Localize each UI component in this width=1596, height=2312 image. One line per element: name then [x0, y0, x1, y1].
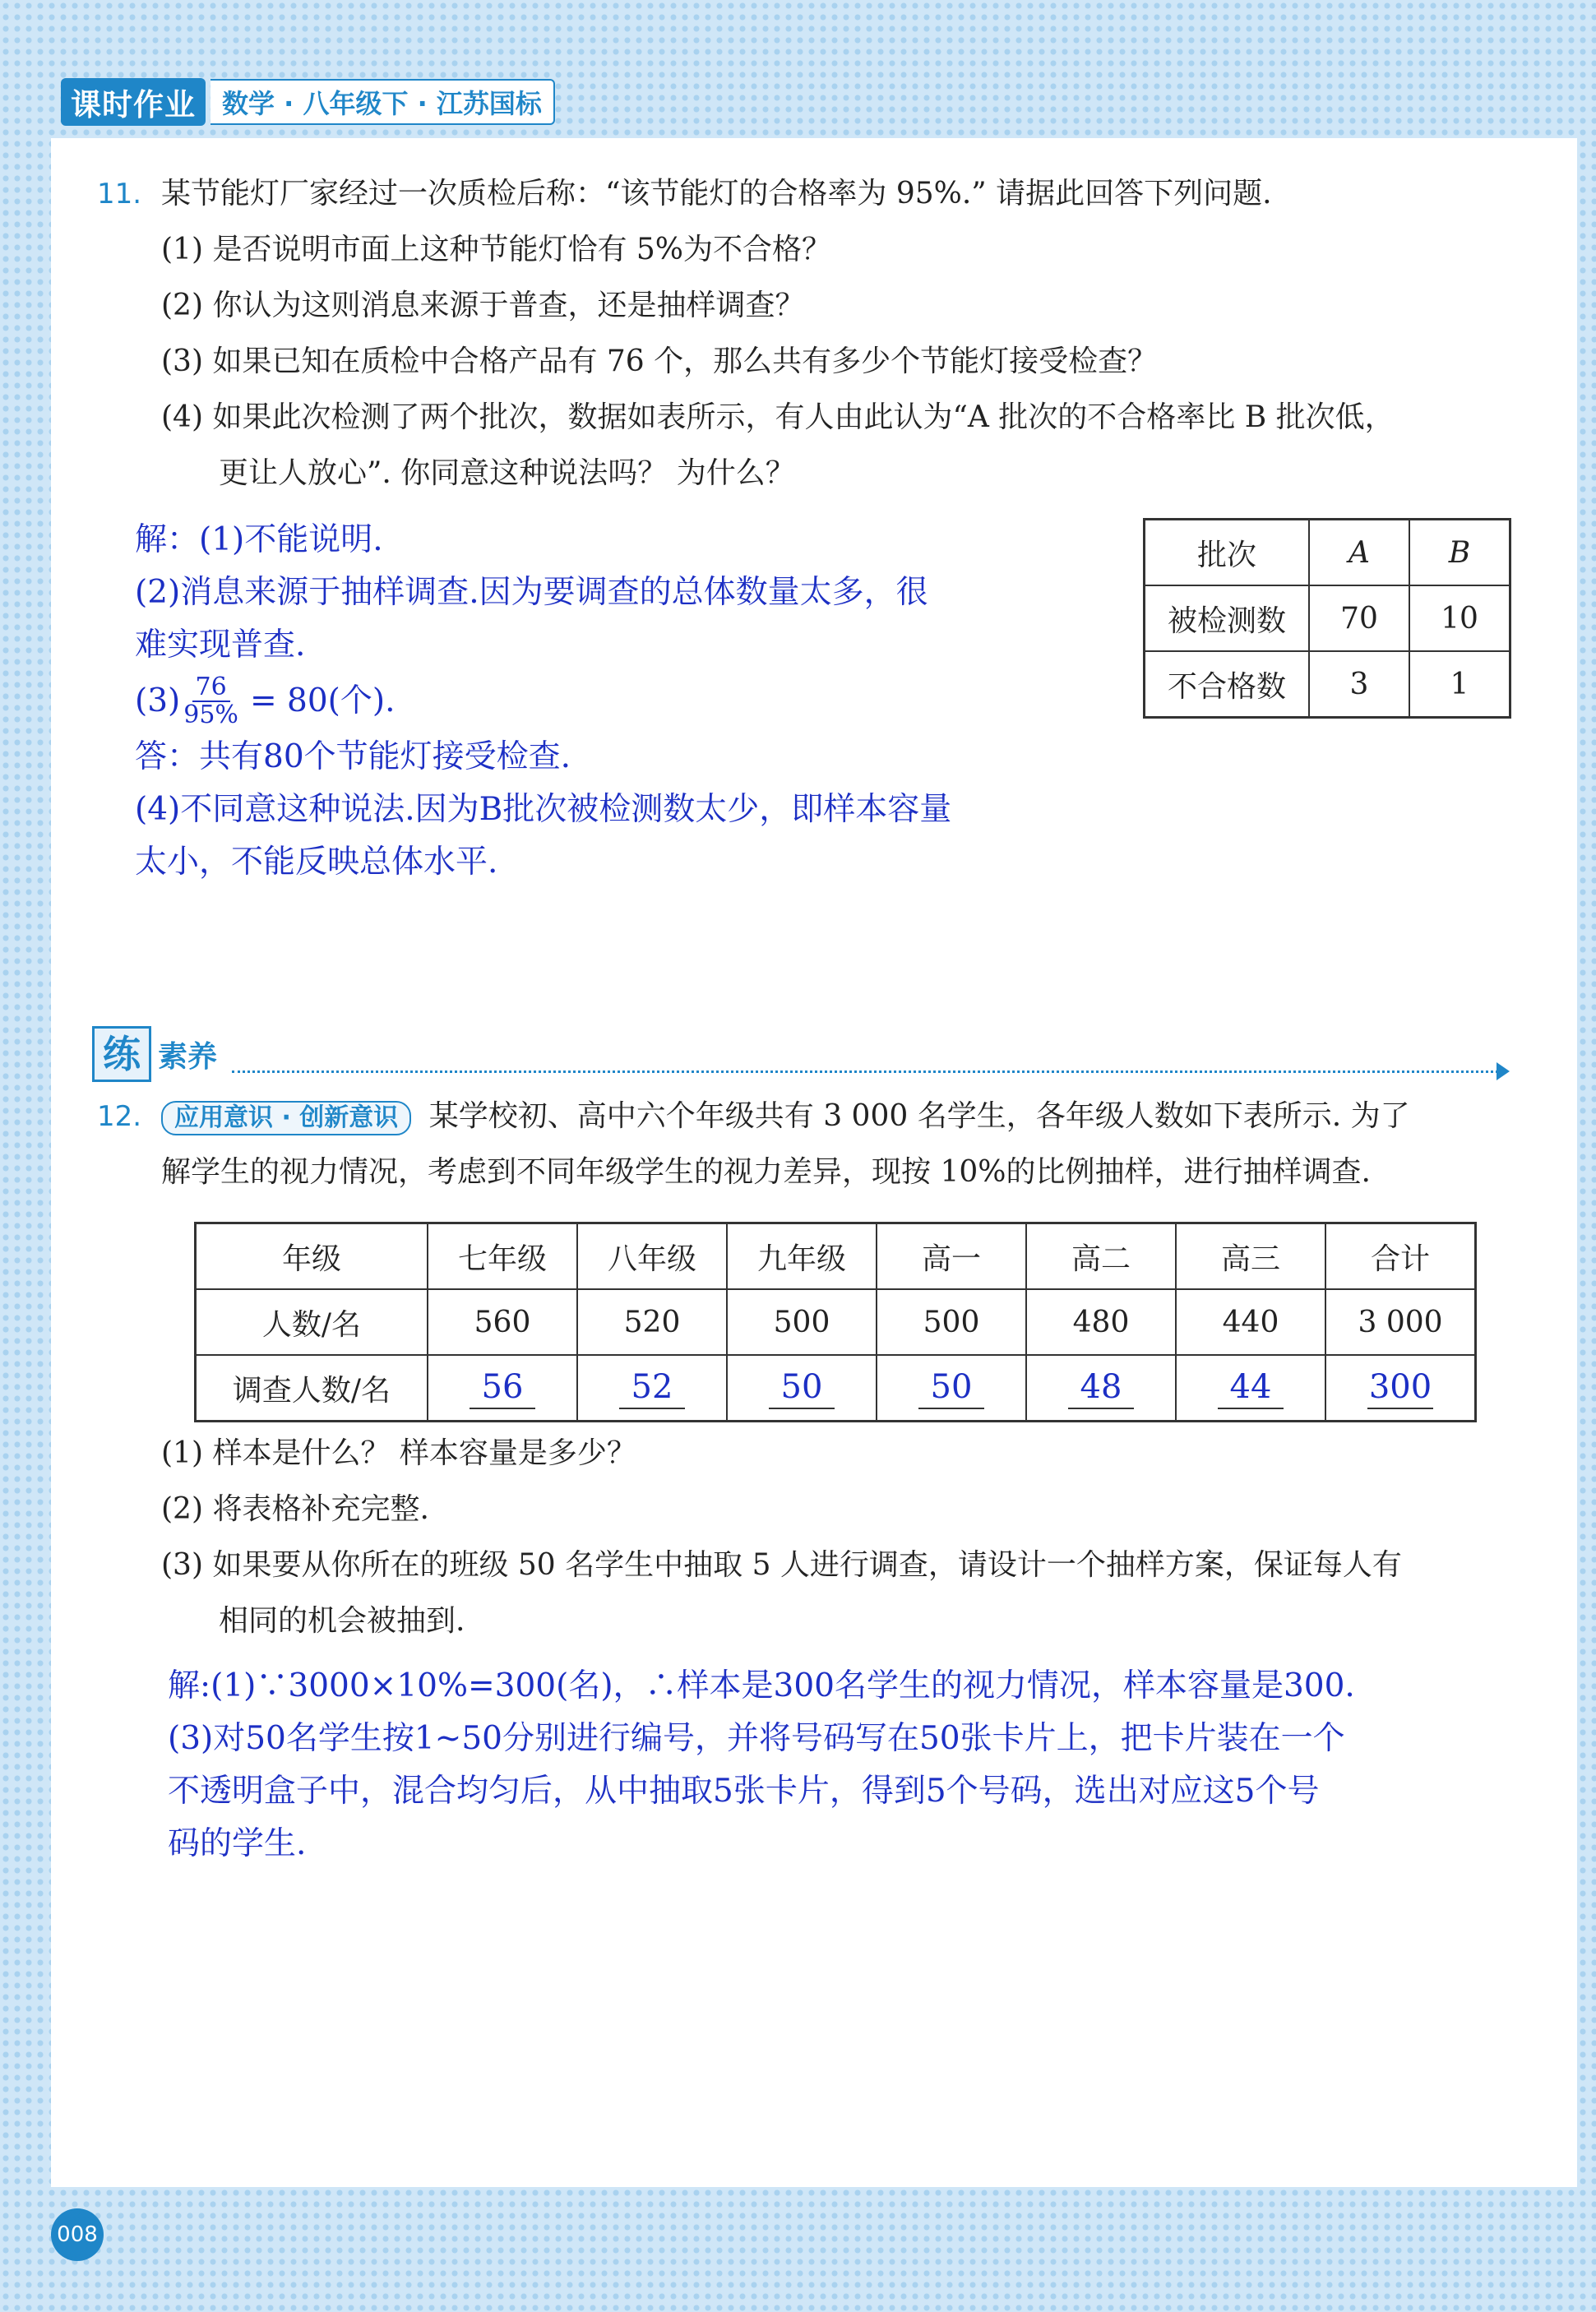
table-cell: 480	[1026, 1289, 1176, 1355]
question-12-part-2: (2) 将表格补充完整.	[161, 1492, 429, 1526]
answer-11-part-4: (4)不同意这种说法.因为B批次被检测数太少，即样本容量	[135, 791, 952, 828]
question-11-number: 11.	[97, 178, 142, 210]
grade-table	[194, 1222, 1477, 1422]
filled-blank: 44	[1218, 1366, 1284, 1409]
answer-11-part-2-cont: 难实现普查.	[135, 627, 306, 664]
filled-blank: 50	[918, 1366, 984, 1409]
question-12-part-3: (3) 如果要从你所在的班级 50 名学生中抽取 5 人进行调查，请设计一个抽样方案，保证每人有	[161, 1548, 1402, 1582]
table-cell: 3	[1309, 651, 1409, 718]
table-row	[196, 1289, 1476, 1355]
filled-blank: 48	[1068, 1366, 1134, 1409]
answer-11-part-3-result: = 80(个).	[249, 682, 396, 719]
dotted-frame-left	[0, 0, 51, 2312]
section-divider	[232, 1070, 1498, 1073]
table-cell: 九年级	[727, 1223, 877, 1290]
question-11-part-4: (4) 如果此次检测了两个批次，数据如表所示，有人由此认为“A 批次的不合格率比 B 批次低，	[161, 400, 1395, 434]
section-title: 素养	[158, 1039, 218, 1074]
table-cell: 440	[1176, 1289, 1325, 1355]
question-12-part-3-cont: 相同的机会被抽到.	[219, 1604, 465, 1638]
dotted-frame-bottom	[0, 2187, 1596, 2312]
table-header-row	[1145, 520, 1510, 586]
table-cell: A	[1309, 520, 1409, 586]
question-12-part-1: (1) 样本是什么？ 样本容量是多少？	[161, 1436, 636, 1470]
arrow-right-icon	[1497, 1062, 1510, 1080]
question-12-stem	[161, 1098, 1410, 1135]
table-cell: 高二	[1026, 1223, 1176, 1290]
table-cell	[1026, 1355, 1176, 1422]
filled-blank: 56	[470, 1366, 535, 1409]
table-cell	[577, 1355, 727, 1422]
fraction	[183, 674, 238, 728]
answer-12-part-3-end: 码的学生.	[168, 1825, 307, 1862]
section-header	[92, 1026, 217, 1082]
table-cell: 调查人数/名	[196, 1355, 428, 1422]
table-cell: 不合格数	[1145, 651, 1310, 718]
table-cell	[428, 1355, 577, 1422]
question-12-stem-text: 某学校初、高中六个年级共有 3 000 名学生，各年级人数如下表所示. 为了	[428, 1099, 1410, 1133]
table-cell: 年级	[196, 1223, 428, 1290]
question-12-number: 12.	[97, 1100, 142, 1133]
answer-12-part-3: (3)对50名学生按1~50分别进行编号，并将号码写在50张卡片上，把卡片装在一个	[168, 1720, 1345, 1757]
table-cell: 500	[877, 1289, 1026, 1355]
table-cell: 人数/名	[196, 1289, 428, 1355]
table-cell: 560	[428, 1289, 577, 1355]
answer-12-part-1: 解:(1)∵3000×10%=300(名)，∴样本是300名学生的视力情况，样本容量是300.	[168, 1667, 1355, 1704]
table-cell: 批次	[1145, 520, 1310, 586]
competency-badge: 应用意识 · 创新意识	[161, 1101, 411, 1135]
answer-11-part-2: (2)消息来源于抽样调查.因为要调查的总体数量太多，很	[135, 574, 928, 611]
page-number: 008	[51, 2208, 104, 2261]
book-subtitle: 数学 · 八年级下 · 江苏国标	[210, 79, 555, 125]
answer-11-part-1: 解：(1)不能说明.	[135, 521, 383, 558]
batch-table	[1143, 518, 1511, 719]
table-row	[196, 1355, 1476, 1422]
table-cell: 1	[1409, 651, 1510, 718]
table-cell	[877, 1355, 1026, 1422]
table-cell: 高三	[1176, 1223, 1325, 1290]
table-cell: 10	[1409, 585, 1510, 651]
table-row	[1145, 585, 1510, 651]
table-header-row	[196, 1223, 1476, 1290]
question-12-stem-cont: 解学生的视力情况，考虑到不同年级学生的视力差异，现按 10%的比例抽样，进行抽样调查.	[161, 1155, 1371, 1189]
filled-blank: 52	[619, 1366, 685, 1409]
filled-blank: 50	[769, 1366, 835, 1409]
table-cell: 520	[577, 1289, 727, 1355]
book-logo: 课时作业	[61, 78, 206, 126]
practice-icon: 练	[92, 1026, 151, 1082]
table-cell	[727, 1355, 877, 1422]
table-cell	[1176, 1355, 1325, 1422]
filled-blank: 300	[1367, 1366, 1433, 1409]
table-cell: 合计	[1325, 1223, 1476, 1290]
question-11-stem: 某节能灯厂家经过一次质检后称：“该节能灯的合格率为 95%.” 请据此回答下列问题.	[161, 177, 1272, 210]
book-header	[61, 79, 555, 125]
table-cell: 高一	[877, 1223, 1026, 1290]
fraction-numerator: 76	[192, 674, 230, 702]
question-11-part-2: (2) 你认为这则消息来源于普查，还是抽样调查？	[161, 289, 805, 322]
answer-11-part-3	[135, 674, 395, 728]
table-cell: 七年级	[428, 1223, 577, 1290]
table-cell: 3 000	[1325, 1289, 1476, 1355]
table-cell: 八年级	[577, 1223, 727, 1290]
table-cell: 被检测数	[1145, 585, 1310, 651]
table-cell: 500	[727, 1289, 877, 1355]
answer-11-part-3-prefix: (3)	[135, 682, 181, 719]
question-11-part-1: (1) 是否说明市面上这种节能灯恰有 5%为不合格？	[161, 233, 831, 266]
answer-12-part-3-cont: 不透明盒子中，混合均匀后，从中抽取5张卡片，得到5个号码，选出对应这5个号	[168, 1773, 1320, 1810]
question-11-part-4-cont: 更让人放心”. 你同意这种说法吗？ 为什么？	[219, 456, 795, 490]
answer-11-part-4-cont: 太小，不能反映总体水平.	[135, 844, 498, 881]
fraction-denominator: 95%	[183, 701, 238, 729]
table-cell: 70	[1309, 585, 1409, 651]
table-row	[1145, 651, 1510, 718]
answer-11-part-3-statement: 答：共有80个节能灯接受检查.	[135, 738, 571, 775]
question-11-part-3: (3) 如果已知在质检中合格产品有 76 个，那么共有多少个节能灯接受检查？	[161, 344, 1158, 378]
table-cell	[1325, 1355, 1476, 1422]
dotted-frame-right	[1577, 0, 1596, 2312]
table-cell: B	[1409, 520, 1510, 586]
